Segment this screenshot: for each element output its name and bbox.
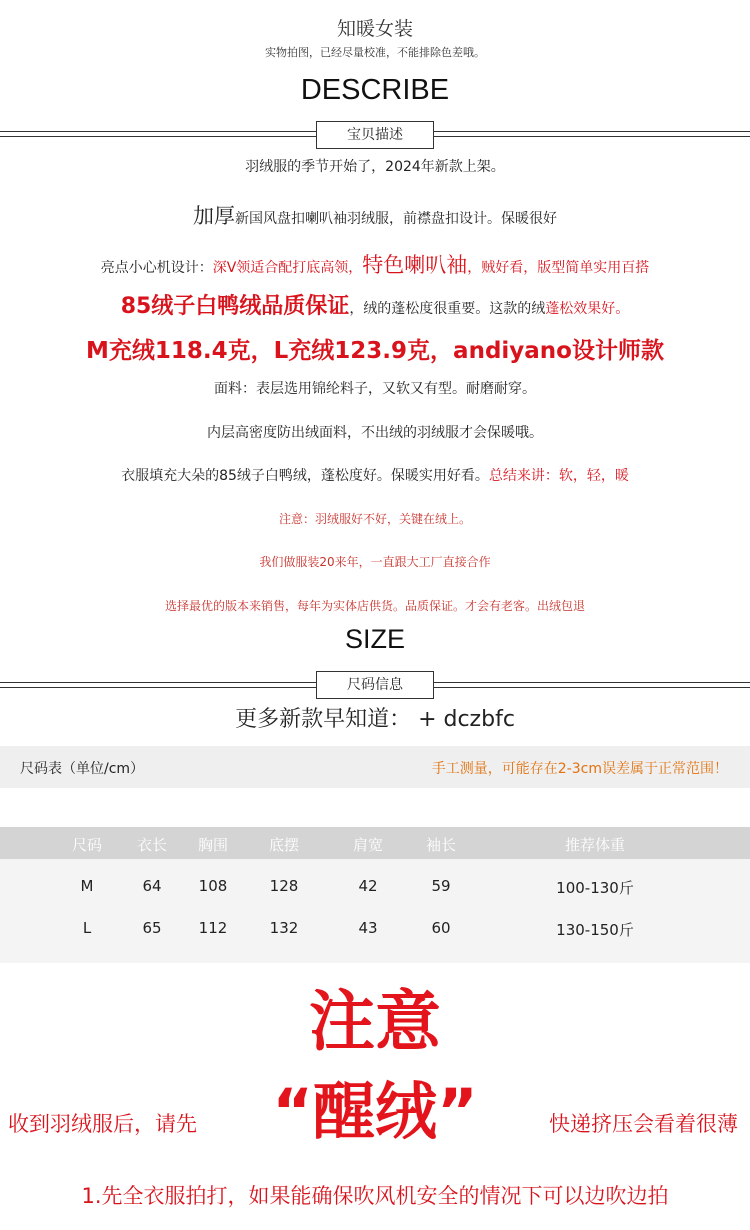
sleeve-feature: 特色喇叭袖 (362, 253, 468, 277)
brand-title: 知暖女装 (336, 18, 413, 40)
table-cell: 42 (358, 877, 378, 895)
table-cell: 108 (198, 877, 228, 895)
guarantee-line: 选择最优的版本来销售，每年为实体店供货。品质保证。才会有老客。出绒包退 (164, 599, 585, 613)
size-table (0, 827, 750, 963)
table-cell: 64 (142, 877, 162, 895)
header-sleeve: 袖长 (425, 836, 457, 854)
fluff-up-quote: “醒绒” (272, 1075, 478, 1148)
size-table-header (0, 827, 750, 859)
follow-new-arrivals: 更多新款早知道： + dczbfc (235, 707, 515, 732)
table-cell: 65 (142, 919, 162, 937)
description-line-8 (0, 465, 750, 485)
table-cell: 43 (358, 919, 378, 937)
header-size: 尺码 (71, 836, 103, 854)
description-line-2-text: 新国风盘扣喇叭袖羽绒服，前襟盘扣设计。保暖很好 (235, 211, 557, 227)
highlight-label: 亮点小心机设计： (100, 260, 213, 276)
size-heading: SIZE (344, 624, 405, 654)
size-tag: 尺码信息 (316, 671, 434, 699)
description-line-4 (0, 289, 750, 320)
header-bust: 胸围 (197, 836, 229, 854)
loft-effect: 蓬松效果好。 (545, 301, 630, 317)
table-cell: 130-150斤 (556, 921, 634, 939)
table-cell: 112 (198, 919, 228, 937)
measure-note: 手工测量，可能存在2-3cm误差属于正常范围！ (431, 761, 728, 777)
header-length: 衣长 (136, 836, 168, 854)
fill-description: 衣服填充大朵的85绒子白鸭绒，蓬松度好。保暖实用好看。 (121, 468, 489, 484)
style-note: ，贼好看，版型简单实用百搭 (467, 260, 650, 276)
table-cell: 100-130斤 (556, 879, 634, 897)
attention-line: 注意：羽绒服好不好，关键在绒上。 (278, 512, 471, 526)
down-quality: 85绒子白鸭绒品质保证 (120, 294, 350, 319)
notice-right-text: 快递挤压会看着很薄 (549, 1112, 738, 1136)
describe-tag: 宝贝描述 (316, 121, 434, 149)
collar-note: 深V领适合配打底高领， (212, 260, 363, 276)
thick-label: 加厚 (193, 204, 235, 228)
fill-weight-line: M充绒118.4克，L充绒123.9克，andiyano设计师款 (86, 338, 664, 364)
header-shoulder: 肩宽 (352, 836, 384, 854)
table-cell: M (80, 877, 94, 895)
size-chart-bar (0, 746, 750, 788)
fabric-inner-line: 内层高密度防出绒面料，不出绒的羽绒服才会保暖哦。 (207, 425, 543, 441)
summary-note: 总结来讲：软，轻，暖 (488, 468, 629, 484)
header-weight: 推荐体重 (564, 836, 626, 854)
describe-heading: DESCRIBE (300, 74, 450, 106)
step-1-instruction: 1.先全衣服拍打，如果能确保吹风机安全的情况下可以边吹边拍 (81, 1184, 669, 1208)
fabric-outer-line: 面料：表层选用锦纶料子，又软又有型。耐磨耐穿。 (214, 381, 536, 397)
description-line-2 (0, 200, 750, 230)
table-cell: 128 (269, 877, 299, 895)
table-cell: 132 (269, 919, 299, 937)
table-cell: 59 (431, 877, 451, 895)
header-hem: 底摆 (268, 836, 300, 854)
description-line-1: 羽绒服的季节开始了，2024年新款上架。 (245, 159, 505, 175)
table-cell: 60 (431, 919, 451, 937)
loft-note: ，绒的蓬松度很重要。这款的绒 (349, 301, 546, 317)
notice-title: 注意 (309, 983, 441, 1060)
table-cell: L (82, 919, 92, 937)
color-disclaimer: 实物拍图，已经尽量校准，不能排除色差哦。 (265, 46, 485, 59)
description-line-3 (0, 249, 750, 279)
experience-line: 我们做服装20来年，一直跟大工厂直接合作 (259, 555, 491, 569)
size-chart-title: 尺码表（单位/cm） (20, 761, 145, 777)
notice-left-text: 收到羽绒服后，请先 (8, 1112, 197, 1136)
